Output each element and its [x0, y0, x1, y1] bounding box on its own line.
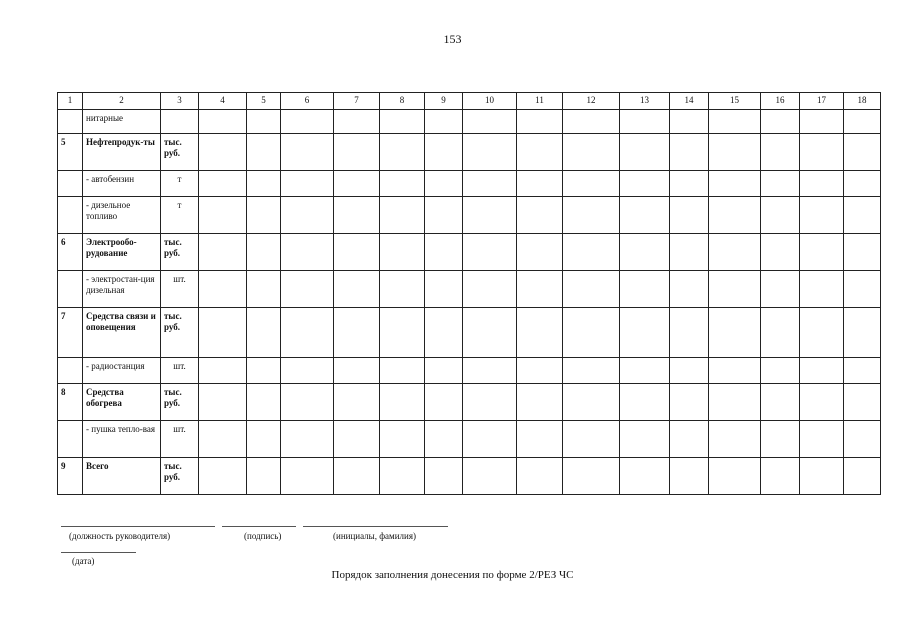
empty-cell: [334, 358, 380, 384]
empty-cell: [844, 171, 881, 197]
empty-cell: [425, 271, 463, 308]
row-name: - автобензин: [83, 171, 161, 197]
empty-cell: [334, 110, 380, 134]
page-number: 153: [443, 32, 462, 46]
empty-cell: [199, 171, 247, 197]
empty-cell: [563, 134, 620, 171]
empty-cell: [380, 421, 425, 458]
table-row: [58, 308, 881, 358]
row-number: [58, 421, 83, 458]
empty-cell: [517, 421, 563, 458]
empty-cell: [761, 171, 800, 197]
table-row: [58, 134, 881, 171]
empty-cell: [761, 458, 800, 495]
empty-cell: [563, 234, 620, 271]
empty-cell: [380, 234, 425, 271]
empty-cell: [761, 421, 800, 458]
empty-cell: [199, 234, 247, 271]
empty-cell: [517, 458, 563, 495]
empty-cell: [563, 384, 620, 421]
empty-cell: [800, 134, 844, 171]
empty-cell: [425, 234, 463, 271]
empty-cell: [199, 308, 247, 358]
empty-cell: [281, 308, 334, 358]
empty-cell: [670, 358, 709, 384]
row-number: 8: [58, 384, 83, 421]
row-unit: шт.: [161, 271, 199, 308]
empty-cell: [620, 421, 670, 458]
empty-cell: [247, 358, 281, 384]
empty-cell: [563, 171, 620, 197]
empty-cell: [709, 421, 761, 458]
empty-cell: [425, 421, 463, 458]
empty-cell: [709, 384, 761, 421]
row-number: 9: [58, 458, 83, 495]
empty-cell: [463, 110, 517, 134]
empty-cell: [247, 234, 281, 271]
empty-cell: [334, 458, 380, 495]
empty-cell: [800, 271, 844, 308]
empty-cell: [334, 421, 380, 458]
empty-cell: [800, 171, 844, 197]
row-name: Всего: [83, 458, 161, 495]
row-number: [58, 197, 83, 234]
row-unit: тыс. руб.: [161, 458, 199, 495]
column-header: 4: [199, 93, 247, 110]
position-label: (должность руководителя): [69, 531, 171, 541]
empty-cell: [709, 171, 761, 197]
empty-cell: [620, 171, 670, 197]
empty-cell: [563, 421, 620, 458]
empty-cell: [281, 110, 334, 134]
empty-cell: [761, 271, 800, 308]
empty-cell: [199, 134, 247, 171]
row-number: [58, 110, 83, 134]
empty-cell: [670, 384, 709, 421]
empty-cell: [425, 384, 463, 421]
row-unit: [161, 110, 199, 134]
row-name: Электрообо-рудование: [83, 234, 161, 271]
row-number: [58, 358, 83, 384]
empty-cell: [620, 458, 670, 495]
signature-line: [222, 526, 296, 527]
empty-cell: [463, 197, 517, 234]
column-header: 15: [709, 93, 761, 110]
column-header: 3: [161, 93, 199, 110]
empty-cell: [334, 234, 380, 271]
header-row: [58, 93, 881, 110]
table-row: [58, 110, 881, 134]
row-unit: тыс. руб.: [161, 308, 199, 358]
empty-cell: [563, 358, 620, 384]
empty-cell: [670, 110, 709, 134]
empty-cell: [620, 234, 670, 271]
empty-cell: [844, 458, 881, 495]
row-name: - радиостанция: [83, 358, 161, 384]
empty-cell: [800, 384, 844, 421]
empty-cell: [334, 134, 380, 171]
row-name: Нефтепродук-ты: [83, 134, 161, 171]
empty-cell: [463, 458, 517, 495]
empty-cell: [247, 197, 281, 234]
column-header: 9: [425, 93, 463, 110]
row-unit: шт.: [161, 358, 199, 384]
empty-cell: [281, 458, 334, 495]
empty-cell: [670, 134, 709, 171]
empty-cell: [334, 384, 380, 421]
empty-cell: [517, 308, 563, 358]
empty-cell: [709, 308, 761, 358]
empty-cell: [670, 197, 709, 234]
empty-cell: [563, 271, 620, 308]
empty-cell: [800, 234, 844, 271]
column-header: 16: [761, 93, 800, 110]
column-header: 12: [563, 93, 620, 110]
empty-cell: [709, 110, 761, 134]
row-unit: шт.: [161, 421, 199, 458]
empty-cell: [620, 308, 670, 358]
empty-cell: [844, 308, 881, 358]
empty-cell: [334, 308, 380, 358]
empty-cell: [844, 421, 881, 458]
row-number: 6: [58, 234, 83, 271]
empty-cell: [425, 110, 463, 134]
empty-cell: [380, 271, 425, 308]
empty-cell: [463, 384, 517, 421]
empty-cell: [709, 234, 761, 271]
empty-cell: [844, 384, 881, 421]
report-table: [57, 92, 881, 495]
name-label: (инициалы, фамилия): [333, 531, 416, 541]
empty-cell: [800, 358, 844, 384]
empty-cell: [517, 271, 563, 308]
empty-cell: [463, 234, 517, 271]
table-row: [58, 421, 881, 458]
empty-cell: [380, 308, 425, 358]
empty-cell: [670, 308, 709, 358]
empty-cell: [800, 197, 844, 234]
empty-cell: [247, 134, 281, 171]
column-header: 13: [620, 93, 670, 110]
empty-cell: [517, 171, 563, 197]
signature-label: (подпись): [244, 531, 282, 541]
empty-cell: [844, 134, 881, 171]
row-name: Средства связи и оповещения: [83, 308, 161, 358]
column-header: 7: [334, 93, 380, 110]
empty-cell: [380, 171, 425, 197]
row-unit: тыс. руб.: [161, 134, 199, 171]
table-row: [58, 197, 881, 234]
empty-cell: [709, 197, 761, 234]
empty-cell: [281, 271, 334, 308]
empty-cell: [463, 308, 517, 358]
empty-cell: [517, 384, 563, 421]
date-label: (дата): [72, 556, 95, 566]
empty-cell: [247, 421, 281, 458]
empty-cell: [844, 234, 881, 271]
empty-cell: [463, 171, 517, 197]
empty-cell: [761, 384, 800, 421]
empty-cell: [281, 134, 334, 171]
table-row: [58, 171, 881, 197]
empty-cell: [380, 384, 425, 421]
empty-cell: [563, 308, 620, 358]
empty-cell: [620, 358, 670, 384]
empty-cell: [199, 358, 247, 384]
row-name: - электростан-ция дизельная: [83, 271, 161, 308]
empty-cell: [709, 271, 761, 308]
empty-cell: [334, 197, 380, 234]
table-row: [58, 271, 881, 308]
column-header: 14: [670, 93, 709, 110]
empty-cell: [670, 421, 709, 458]
empty-cell: [425, 171, 463, 197]
empty-cell: [247, 171, 281, 197]
column-header: 11: [517, 93, 563, 110]
table-row: [58, 234, 881, 271]
empty-cell: [800, 458, 844, 495]
empty-cell: [380, 358, 425, 384]
empty-cell: [761, 197, 800, 234]
empty-cell: [463, 358, 517, 384]
empty-cell: [844, 197, 881, 234]
empty-cell: [463, 134, 517, 171]
table-row: [58, 358, 881, 384]
empty-cell: [517, 110, 563, 134]
empty-cell: [709, 134, 761, 171]
empty-cell: [844, 358, 881, 384]
column-header: 5: [247, 93, 281, 110]
column-header: 2: [83, 93, 161, 110]
empty-cell: [517, 134, 563, 171]
column-header: 1: [58, 93, 83, 110]
row-unit: т: [161, 197, 199, 234]
empty-cell: [281, 358, 334, 384]
empty-cell: [620, 197, 670, 234]
empty-cell: [380, 134, 425, 171]
empty-cell: [281, 421, 334, 458]
empty-cell: [380, 197, 425, 234]
table-row: [58, 458, 881, 495]
column-header: 18: [844, 93, 881, 110]
row-number: 5: [58, 134, 83, 171]
empty-cell: [380, 110, 425, 134]
empty-cell: [281, 234, 334, 271]
name-line: [303, 526, 448, 527]
section-heading: Порядок заполнения донесения по форме 2/РЕЗ ЧС: [331, 569, 574, 581]
empty-cell: [199, 110, 247, 134]
empty-cell: [199, 197, 247, 234]
column-header: 6: [281, 93, 334, 110]
empty-cell: [761, 134, 800, 171]
row-unit: т: [161, 171, 199, 197]
empty-cell: [247, 110, 281, 134]
empty-cell: [247, 271, 281, 308]
empty-cell: [517, 197, 563, 234]
row-number: [58, 171, 83, 197]
column-header: 17: [800, 93, 844, 110]
date-line: [61, 552, 136, 553]
empty-cell: [281, 384, 334, 421]
empty-cell: [844, 271, 881, 308]
row-unit: тыс. руб.: [161, 384, 199, 421]
empty-cell: [199, 421, 247, 458]
empty-cell: [563, 110, 620, 134]
empty-cell: [247, 308, 281, 358]
row-unit: тыс. руб.: [161, 234, 199, 271]
empty-cell: [517, 358, 563, 384]
empty-cell: [620, 384, 670, 421]
position-line: [61, 526, 215, 527]
empty-cell: [463, 271, 517, 308]
row-name: нитарные: [83, 110, 161, 134]
empty-cell: [425, 358, 463, 384]
empty-cell: [281, 197, 334, 234]
row-number: 7: [58, 308, 83, 358]
empty-cell: [563, 458, 620, 495]
row-name: - дизельное топливо: [83, 197, 161, 234]
table-body: [58, 93, 881, 495]
empty-cell: [761, 308, 800, 358]
row-name: - пушка тепло-вая: [83, 421, 161, 458]
empty-cell: [563, 197, 620, 234]
empty-cell: [620, 134, 670, 171]
empty-cell: [670, 171, 709, 197]
empty-cell: [463, 421, 517, 458]
empty-cell: [199, 458, 247, 495]
empty-cell: [199, 271, 247, 308]
empty-cell: [761, 110, 800, 134]
empty-cell: [761, 358, 800, 384]
empty-cell: [334, 271, 380, 308]
empty-cell: [517, 234, 563, 271]
empty-cell: [800, 308, 844, 358]
empty-cell: [670, 234, 709, 271]
empty-cell: [380, 458, 425, 495]
empty-cell: [709, 458, 761, 495]
empty-cell: [334, 171, 380, 197]
empty-cell: [800, 110, 844, 134]
row-name: Средства обогрева: [83, 384, 161, 421]
empty-cell: [425, 134, 463, 171]
row-number: [58, 271, 83, 308]
empty-cell: [761, 234, 800, 271]
empty-cell: [425, 197, 463, 234]
empty-cell: [425, 458, 463, 495]
empty-cell: [709, 358, 761, 384]
empty-cell: [670, 458, 709, 495]
empty-cell: [620, 271, 670, 308]
empty-cell: [670, 271, 709, 308]
empty-cell: [247, 458, 281, 495]
empty-cell: [199, 384, 247, 421]
empty-cell: [247, 384, 281, 421]
empty-cell: [620, 110, 670, 134]
table-row: [58, 384, 881, 421]
empty-cell: [800, 421, 844, 458]
column-header: 8: [380, 93, 425, 110]
empty-cell: [425, 308, 463, 358]
empty-cell: [281, 171, 334, 197]
column-header: 10: [463, 93, 517, 110]
empty-cell: [844, 110, 881, 134]
